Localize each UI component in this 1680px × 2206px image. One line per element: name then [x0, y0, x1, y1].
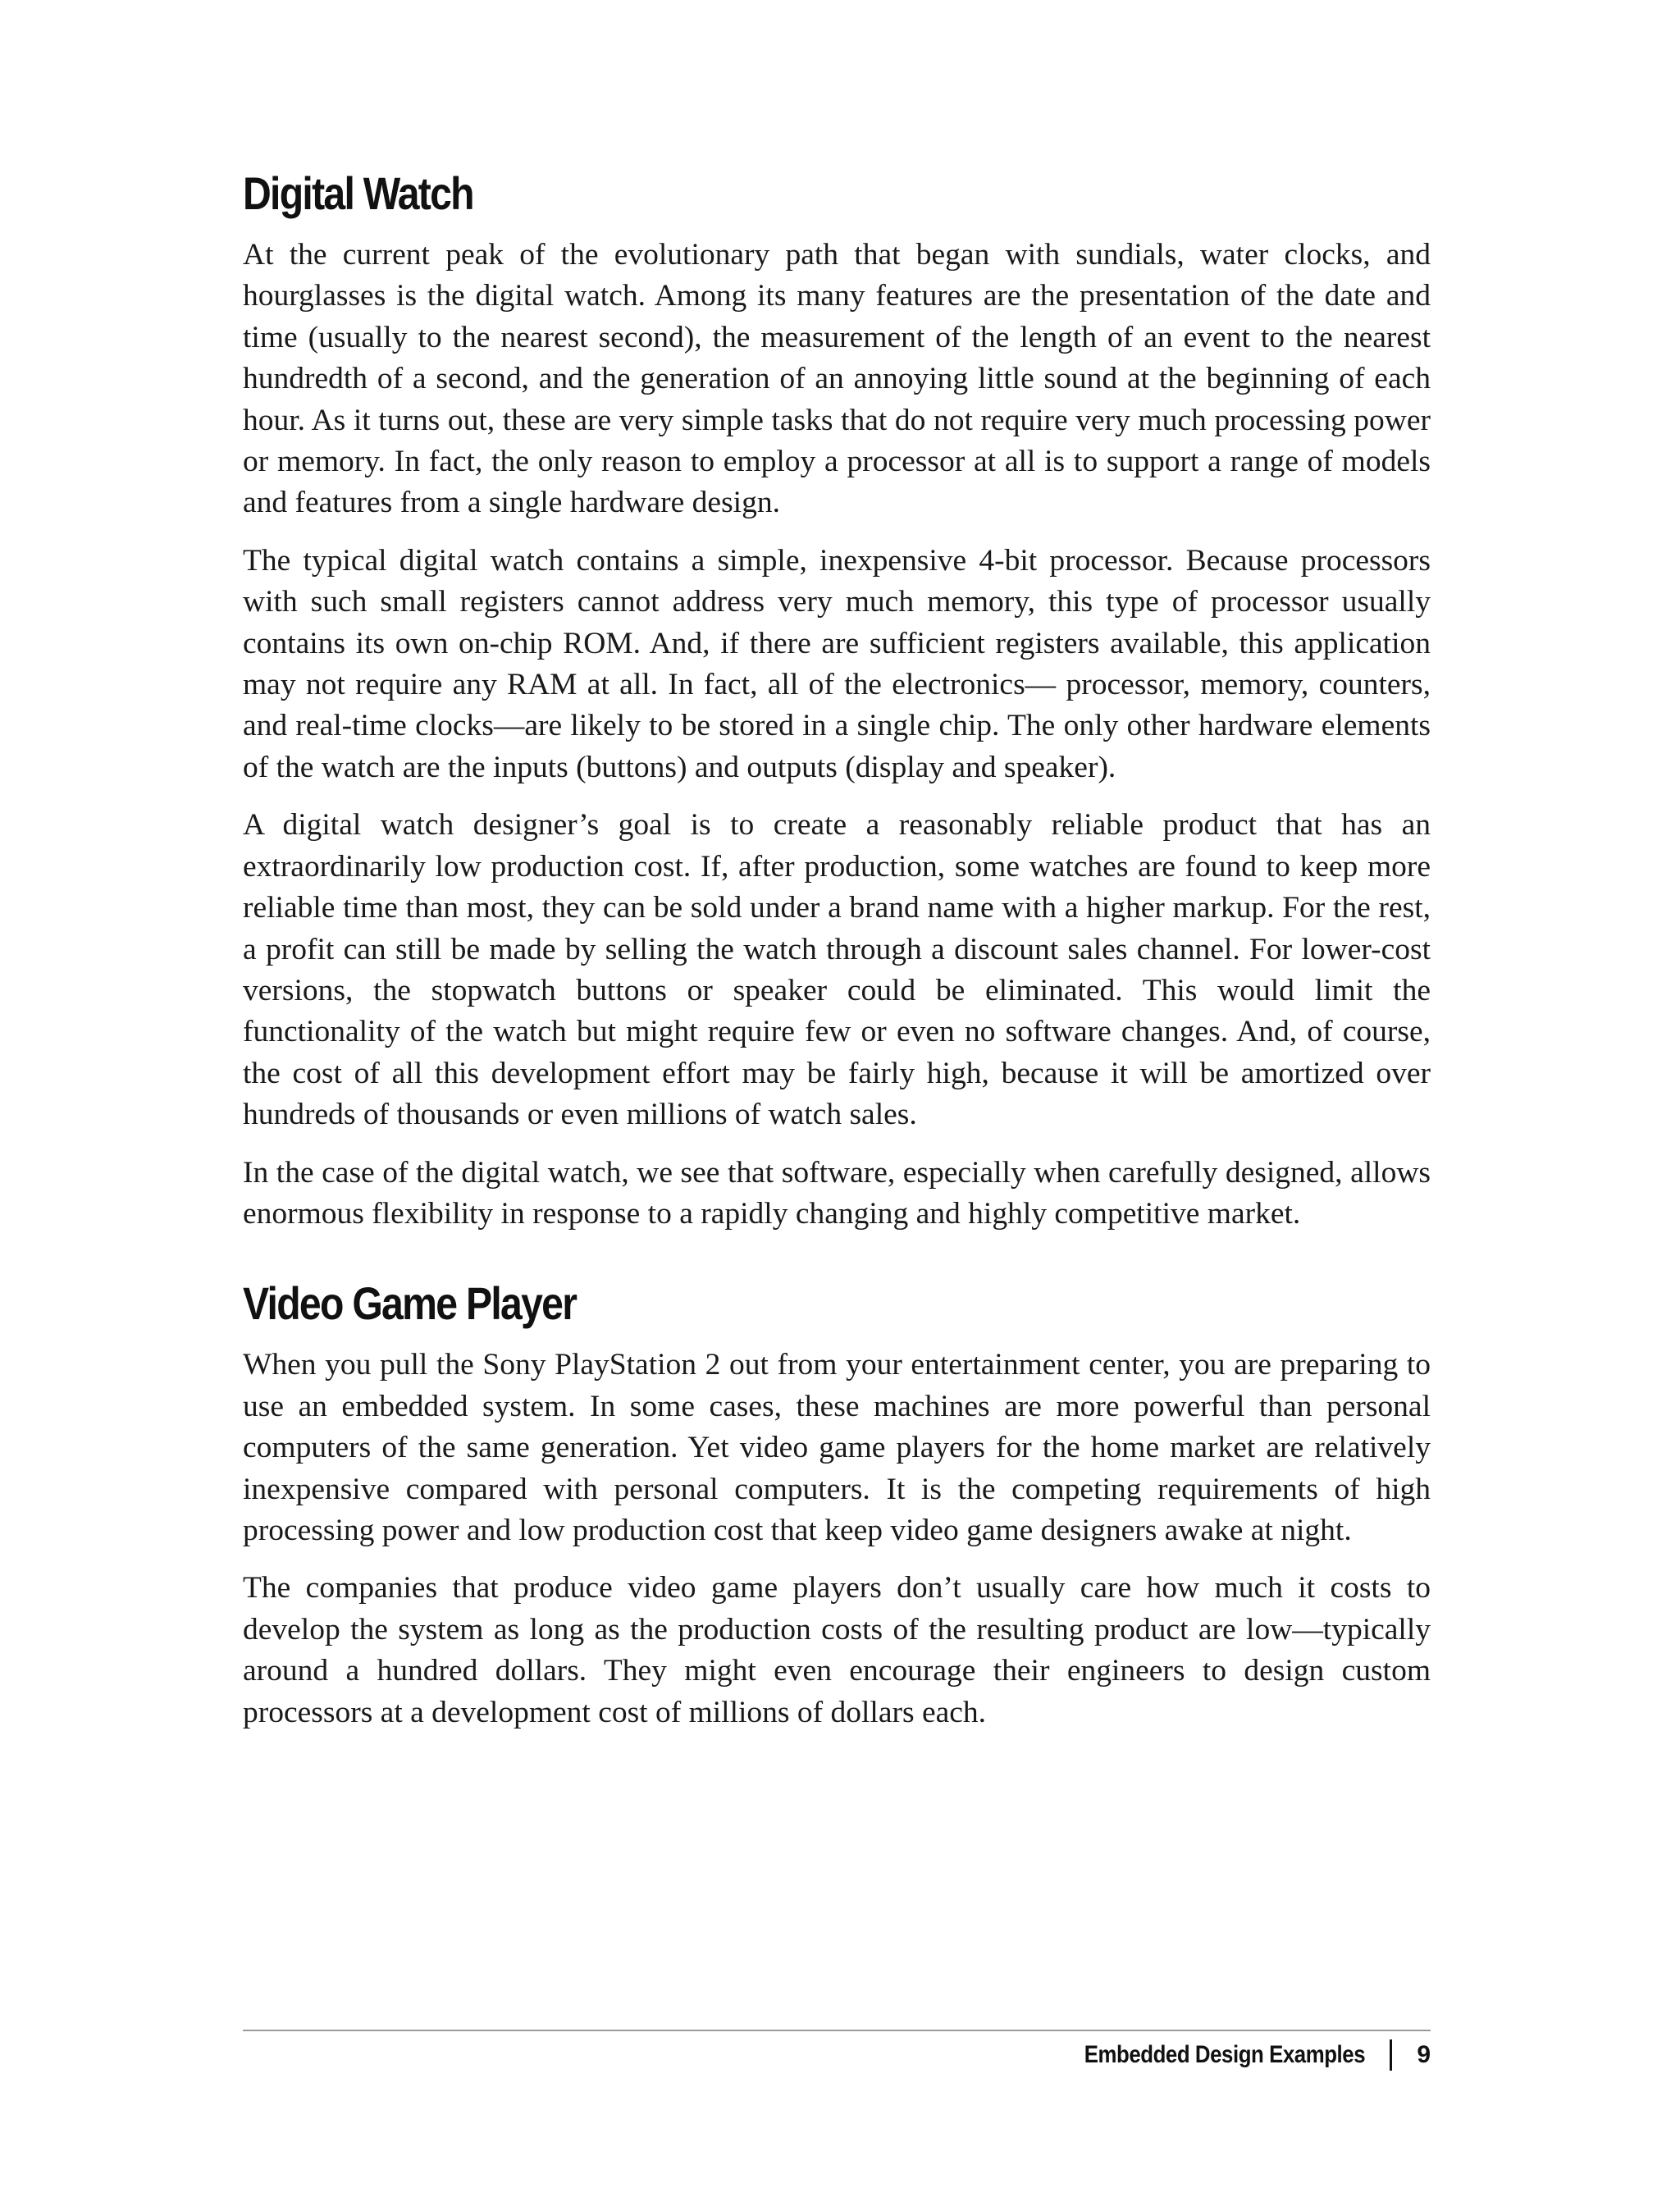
footer-divider — [243, 2030, 1431, 2031]
paragraph: When you pull the Sony PlayStation 2 out from your entertainment center, you are preparing to use an embedded system. In some cases, these machines are more powerful than personal computers of the same generation. Yet video game players for the home market are relatively inexpensive compared with personal computers. It is the competing requirements of high processing power and low production cost that keep video game designers awake at night. — [243, 1348, 1431, 1547]
paragraph: The companies that produce video game players don’t usually care how much it costs to develop the system as long as the production costs of the resulting product are low—typically around a hundred dollars. They might even encourage their engineers to design custom processors at a development cost of millions of dollars each. — [243, 1571, 1431, 1729]
paragraph: In the case of the digital watch, we see that software, especially when carefully designed, allows enormous flexibility in response to a rapidly changing and highly competitive market. — [243, 1155, 1431, 1231]
section-heading-video-game-player: Video Game Player — [243, 1277, 577, 1330]
paragraph: The typical digital watch contains a simple, inexpensive 4-bit processor. Because processors with such small registers cannot address very much memory, this type of processor usually contains its own on-chip ROM. And, if there are sufficient registers available, this application may not require any RAM at all. In fact, all of the electronics— processor, memory, counters, and real-time clocks—are likely to be stored in a single chip. The only other hardware elements of the watch are the inputs (buttons) and outputs (display and speaker). — [243, 543, 1431, 784]
page-body — [243, 164, 1431, 1750]
page-footer — [1039, 2039, 1431, 2071]
paragraph: A digital watch designer’s goal is to create a reasonably reliable product that has an extraordinarily low production cost. If, after production, some watches are found to keep more reliable time than most, they can be sold under a brand name with a higher markup. For the rest, a profit can still be made by selling the watch through a discount sales channel. For lower-cost versions, the stopwatch buttons or speaker could be eliminated. This would limit the functionality of the watch but might require few or even no software changes. And, of course, the cost of all this development effort may be fairly high, because it will be amortized over hundreds of thousands or even millions of watch sales. — [243, 808, 1431, 1132]
page-number: 9 — [1417, 2041, 1431, 2068]
section-heading-digital-watch: Digital Watch — [243, 167, 473, 219]
running-footer-title: Embedded Design Examples — [1084, 2041, 1366, 2068]
paragraph: At the current peak of the evolutionary path that began with sundials, water clocks, and hourglasses is the digital watch. Among its many features are the presentation of the date and time (usually to the nearest second), the measurement of the length of an event to the nearest hundredth of a second, and the generation of an annoying little sound at the beginning of each hour. As it turns out, these are very simple tasks that do not require very much processing power or memory. In fact, the only reason to employ a processor at all is to support a range of models and features from a single hardware design. — [243, 238, 1431, 520]
footer-separator — [1390, 2039, 1392, 2071]
